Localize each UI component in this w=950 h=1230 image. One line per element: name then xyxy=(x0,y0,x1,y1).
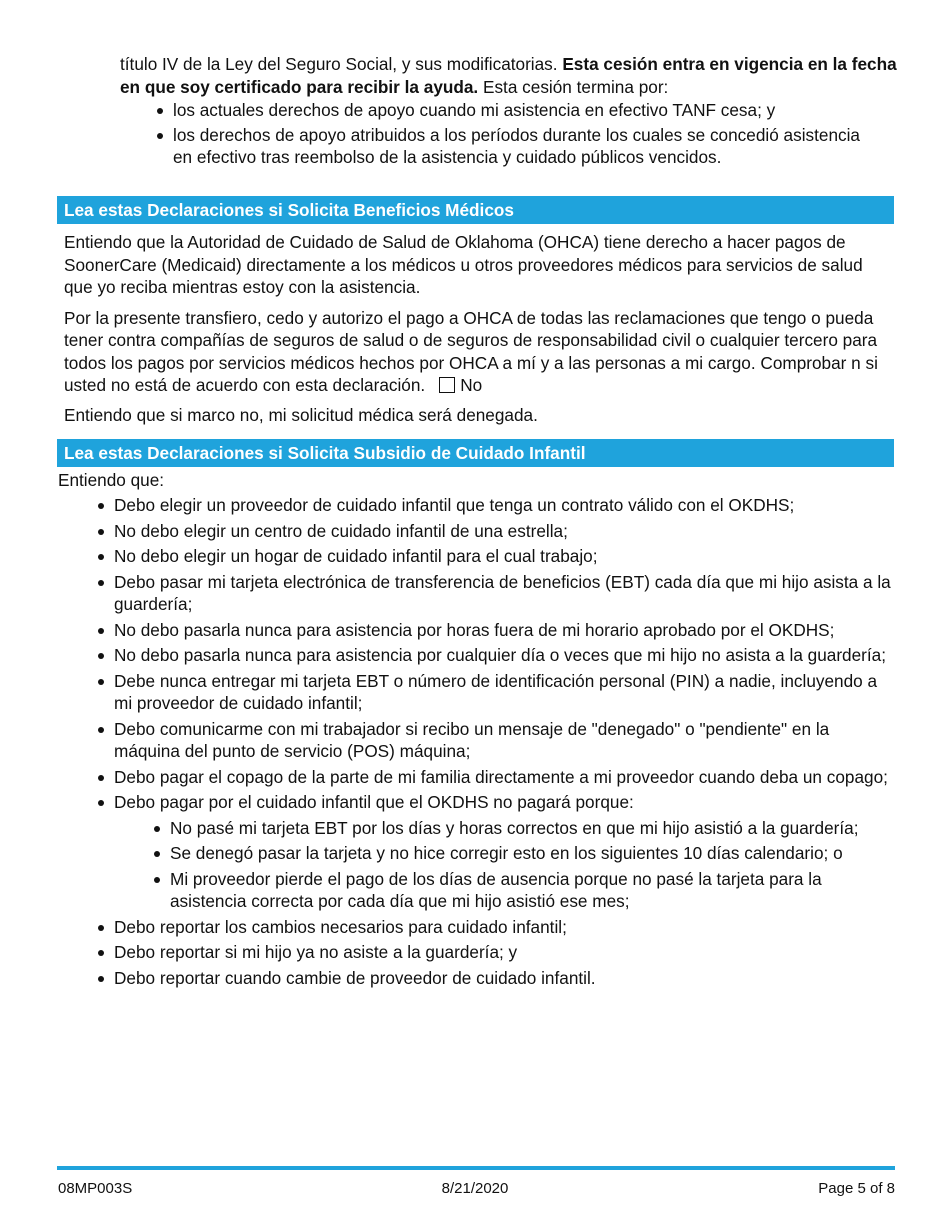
no-checkbox-label: No xyxy=(460,375,483,395)
sub-list-item: No pasé mi tarjeta EBT por los días y horas correctos en que mi hijo asistió a la guardería; xyxy=(153,817,898,840)
childcare-section-heading: Lea estas Declaraciones si Solicita Subsidio de Cuidado Infantil xyxy=(57,439,894,467)
medical-section-heading: Lea estas Declaraciones si Solicita Beneficios Médicos xyxy=(57,196,894,224)
sub-list-item: Mi proveedor pierde el pago de los días de ausencia porque no pasé la tarjeta para la asistencia correcta por cada día que mi hijo asistió ese mes; xyxy=(153,868,898,913)
intro-text: título IV de la Ley del Seguro Social, y sus modificatorias. xyxy=(120,54,563,74)
list-item: Debe nunca entregar mi tarjeta EBT o número de identificación personal (PIN) a nadie, incluyendo a mi proveedor de cuidado infantil; xyxy=(97,670,897,715)
list-item: No debo elegir un centro de cuidado infantil de una estrella; xyxy=(97,520,897,543)
childcare-sub-list xyxy=(153,817,898,913)
medical-paragraph-2 xyxy=(64,307,894,397)
medical-paragraph-1: Entiendo que la Autoridad de Cuidado de Salud de Oklahoma (OHCA) tiene derecho a hacer pagos de SoonerCare (Medicaid) directamente a los médicos u otros proveedores médicos para servicios de salud que yo reciba mientras estoy con la asistencia. xyxy=(64,232,863,297)
intro-paragraph xyxy=(120,53,900,98)
medical-section xyxy=(64,231,894,426)
list-item: Debo reportar cuando cambie de proveedor de cuidado infantil. xyxy=(97,967,897,990)
list-item: No debo pasarla nunca para asistencia por horas fuera de mi horario aprobado por el OKDHS; xyxy=(97,619,897,642)
childcare-lead: Entiendo que: xyxy=(58,470,165,490)
list-item-text: Debo pagar por el cuidado infantil que el OKDHS no pagará porque: xyxy=(114,792,634,812)
list-item xyxy=(97,791,897,913)
list-item: Debo reportar los cambios necesarios para cuidado infantil; xyxy=(97,916,897,939)
list-item: los derechos de apoyo atribuidos a los períodos durante los cuales se concedió asistencia en efectivo tras reembolso de la asistencia y cuidado públicos vencidos. xyxy=(156,124,876,169)
list-item: Debo comunicarme con mi trabajador si recibo un mensaje de "denegado" o "pendiente" en la máquina del punto de servicio (POS) máquina; xyxy=(97,718,897,763)
medical-assignment-text: Por la presente transfiero, cedo y autorizo el pago a OHCA de todas las reclamaciones que tengo o pueda tener contra compañías de seguros de salud o de seguros de responsabilidad civil o cualquier tercero para todos los pagos por servicios médicos hechos por OHCA a mí y a las personas a mi cargo. Comprobar n si usted no está de acuerdo con esta declaración. xyxy=(64,307,878,395)
list-item: Debo reportar si mi hijo ya no asiste a la guardería; y xyxy=(97,941,897,964)
list-item: No debo pasarla nunca para asistencia por cualquier día o veces que mi hijo no asista a la guardería; xyxy=(97,644,897,667)
list-item: Debo pasar mi tarjeta electrónica de transferencia de beneficios (EBT) cada día que mi hijo asista a la guardería; xyxy=(97,571,897,616)
intro-bold-text: Esta cesión entra en vigencia en la fecha en que soy certificado para recibir la ayuda. xyxy=(120,54,897,97)
list-item: Debo pagar el copago de la parte de mi familia directamente a mi proveedor cuando deba un copago; xyxy=(97,766,897,789)
form-date: 8/21/2020 xyxy=(441,1180,509,1197)
medical-paragraph-3: Entiendo que si marco no, mi solicitud médica será denegada. xyxy=(64,404,538,425)
list-item: Debo elegir un proveedor de cuidado infantil que tenga un contrato válido con el OKDHS; xyxy=(97,494,897,517)
sub-list-item: Se denegó pasar la tarjeta y no hice corregir esto en los siguientes 10 días calendario; o xyxy=(153,842,898,865)
footer-divider xyxy=(57,1166,895,1170)
page-number: Page 5 of 8 xyxy=(818,1180,895,1197)
intro-text-end: Esta cesión termina por: xyxy=(478,76,669,97)
list-item: los actuales derechos de apoyo cuando mi asistencia en efectivo TANF cesa; y xyxy=(156,99,876,122)
intro-section xyxy=(120,53,900,171)
intro-bullet-list xyxy=(156,99,876,169)
list-item: No debo elegir un hogar de cuidado infantil para el cual trabajo; xyxy=(97,545,897,568)
no-checkbox[interactable] xyxy=(439,377,455,393)
childcare-list xyxy=(97,494,897,992)
form-number: 08MP003S xyxy=(58,1180,133,1197)
